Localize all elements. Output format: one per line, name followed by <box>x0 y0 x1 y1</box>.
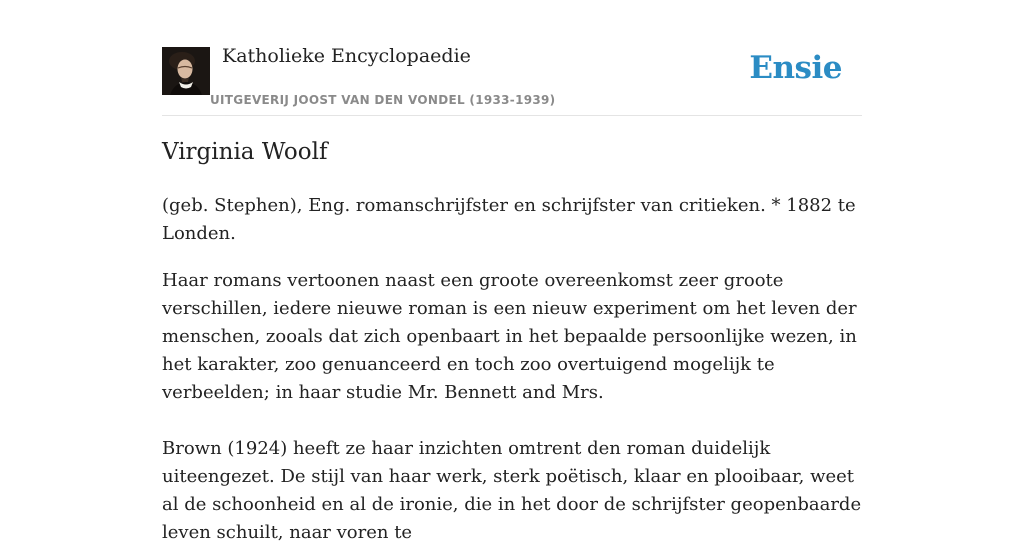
brand-logo-link[interactable]: Ensie <box>749 50 842 86</box>
content-column <box>162 0 862 543</box>
article-paragraph: Haar romans vertoonen naast een groote overeenkomst zeer groote verschillen, iedere nieuwe roman is een nieuw experiment om het leven der menschen, zooals dat zich openbaart in het bepaalde persoonlijke wezen, in het karakter, zoo genuanceerd en toch zoo overtuigend mogelijk te verbeelden; in haar studie Mr. Bennett and Mrs. <box>162 270 857 403</box>
article-title: Virginia Woolf <box>162 139 328 165</box>
article-paragraph: Brown (1924) heeft ze haar inzichten omtrent den roman duidelijk uiteengezet. De stijl van haar werk, sterk poëtisch, klaar en plooibaar, weet al de schoonheid en al de ironie, die in het door de schrijfster geopenbaarde leven schuilt, naar voren te <box>162 438 862 543</box>
portrait-avatar-icon[interactable] <box>162 47 210 95</box>
publisher-subtitle: UITGEVERIJ JOOST VAN DEN VONDEL (1933-1939) <box>210 93 556 107</box>
article-paragraph: (geb. Stephen), Eng. romanschrijfster en schrijfster van critieken. * 1882 te Londen. <box>162 195 856 244</box>
publication-name[interactable]: Katholieke Encyclopaedie <box>222 45 471 67</box>
site-header <box>162 0 862 116</box>
